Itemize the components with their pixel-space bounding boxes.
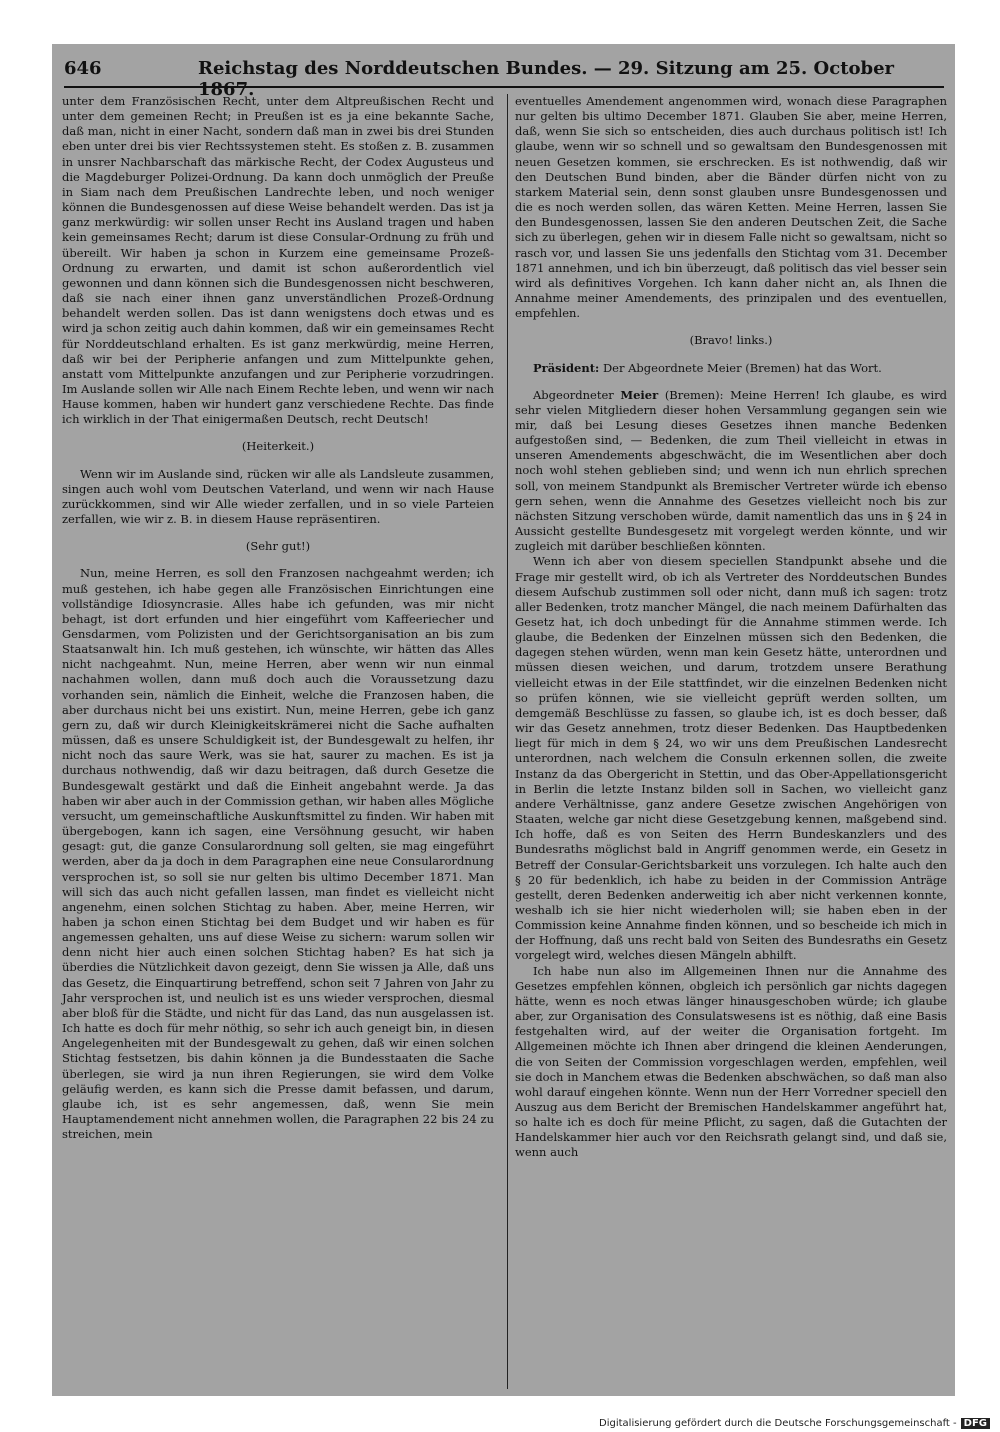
running-title: Reichstag des Norddeutschen Bundes. — 29. Sitzung am 25. October 1867.: [198, 58, 895, 100]
credit-text: Digitalisierung gefördert durch die Deutsche Forschungsgemeinschaft -: [599, 1418, 957, 1429]
speaker-name: Meier: [620, 387, 659, 402]
page-number: 646: [64, 58, 102, 79]
paragraph: Wenn ich aber von diesem speciellen Standpunkt absehe und die Frage mir gestellt wird, ob ich als Vertreter des Norddeutschen Bundes diesem Aufschub zustimmen soll oder nicht, dann muß ich sagen: trotz aller Bedenken, trotz mancher Mängel, die nach meinem Dafürhalten das Gesetz hat, ich doch unbedingt für die Annahme stimmen werde. Ich glaube, die Bedenken der Einzelnen müssen sich den Bedenken, die dagegen stehen würden, wenn man kein Gesetz hätte, unterordnen und müssen diesen weichen, und darum, trotzdem unsere Berathung vielleicht etwas in der Eile stattfindet, wir die einzelnen Bedenken nicht so prüfen können, wie sie vielleicht geprüft werden sollten, um demgemäß Beschlüsse zu fassen, so glaube ich, ist es doch besser, daß wir das Gesetz annehmen, trotz dieser Bedenken. Das Hauptbedenken liegt für mich in dem § 24, wo wir uns dem Preußischen Landesrecht unterordnen, nach welchem die Consuln erkennen sollen, die zweite Instanz da das Obergericht in Stettin, und das Ober-Appellationsgericht in Berlin die letzte Instanz bilden soll in Sachen, wo vielleicht ganz andere Verhältnisse, ganz andere Gesetze zwischen Angehörigen von Staaten, welche gar nicht diese Gesetzgebung kennen, maßgebend sind. Ich hoffe, daß es von Seiten des Herrn Bundeskanzlers und des Bundesraths möglichst bald in Angriff genommen werde, ein Gesetz in Betreff der Consular-Gerichtsbarkeit uns vorzulegen. Ich halte auch den § 20 für bedenklich, ich habe zu beiden in der Commission Anträge gestellt, deren Bedenken anderweitig ich aber nicht verkennen konnte, weshalb ich sie hier nicht wiederholen will; sie haben eben in der Commission keine Annahme finden können, und so bescheide ich mich in der Hoffnung, daß uns recht bald von Seiten des Bundesraths ein Gesetz vorgelegt wird, welches diesen Mängeln abhilft.: [515, 554, 947, 963]
speaker-prefix: Abgeordneter: [533, 387, 614, 402]
reaction: (Bravo! links.): [689, 333, 773, 348]
scanned-page: [52, 44, 955, 1396]
right-column: [515, 94, 947, 1161]
paragraph: Wenn wir im Auslande sind, rücken wir alle als Landsleute zusammen, singen auch wohl vom Deutschen Vaterland, und wenn wir nach Hause zurückkommen, sind wir Alle wieder zerfallen, und in so viele Parteien zerfallen, wie wir z. B. in diesem Hause repräsentiren.: [62, 466, 494, 527]
left-column: [62, 94, 494, 1142]
reaction: (Sehr gut!): [245, 539, 311, 554]
president-text: Der Abgeordnete Meier (Bremen) hat das Wort.: [602, 360, 882, 375]
paragraph: Nun, meine Herren, es soll den Franzosen nachgeahmt werden; ich muß gestehen, ich habe gegen alle Französischen Einrichtungen eine vollständige Idiosyncrasie. Alles habe ich gefunden, was mir nicht behagt, ist dort erfunden und hier eingeführt vom Kaffeeriecher und Gensdarmen, vom Polizisten und der Gerichtsorganisation an bis zum Staatsanwalt hin. Ich muß gestehen, ich wünschte, wir hätten das Alles nicht nachgeahmt. Nun, meine Herren, aber wenn wir nun einmal nachahmen wollen, dann muß doch auch die Voraussetzung dazu vorhanden sein, nämlich die Einheit, welche die Franzosen haben, die aber durchaus nicht bei uns existirt. Nun, meine Herren, gebe ich ganz gern zu, daß wir durch Kleinigkeitskrämerei nicht die Sache aufhalten müssen, daß es unsere Schuldigkeit ist, der Bundesgewalt zu helfen, ihr nicht noch das saure Werk, was sie hat, saurer zu machen. Es ist ja durchaus nothwendig, daß wir dazu beitragen, daß durch Gesetze die Bundesgewalt gestärkt und daß die Einheit angebahnt werde. Ja das haben wir aber auch in der Commission gethan, wir haben alles Mögliche versucht, um gemeinschaftliche Auskunftsmittel zu finden. Wir haben mit übergebogen, kann ich sagen, eine Versöhnung gesucht, wir haben gesagt: gut, die ganze Consularordnung soll gelten, sie mag eingeführt werden, aber da ja doch in dem Paragraphen eine neue Consularordnung versprochen ist, so soll sie nur gelten bis ultimo December 1871. Man will sich das auch nicht gefallen lassen, man findet es vielleicht nicht angenehm, einen solchen Stichtag zu haben. Aber, meine Herren, wir haben ja schon einen Stichtag bei dem Budget und wir haben es für angemessen gehalten, uns auf diese Weise zu sichern: warum sollen wir denn nicht hier auch einen solchen Stichtag haben? Es hat sich ja überdies die Nützlichkeit davon gezeigt, denn Sie wissen ja Alle, daß uns das Gesetz, die Einquartirung betreffend, schon seit 7 Jahren von Jahr zu Jahr versprochen ist, und neulich ist es uns wieder versprochen, diesmal aber bloß für die Städte, und nicht für das Land, das nun ausgelassen ist. Ich hatte es doch für mehr nöthig, so sehr ich auch geneigt bin, in diesen Angelegenheiten mit der Bundesgewalt zu gehen, daß wir einen solchen Stichtag festsetzen, bis dahin können ja die Bundesstaaten die Sache überlegen, sie wird ja nun ihren Regierungen, sie wird dem Volke geläufig werden, es kann sich die Presse damit befassen, und darum, glaube ich, ist es sehr angemessen, daß, wenn Sie mein Hauptamendement nicht annehmen wollen, die Paragraphen 22 bis 24 zu streichen, mein: [62, 566, 494, 1142]
paragraph: unter dem Französischen Recht, unter dem Altpreußischen Recht und unter dem gemeinen Recht; in Preußen ist es ja eine bekannte Sache, daß man, nicht in einer Nacht, sondern daß man in zwei bis drei Stunden eben unter drei bis vier Rechtssystemen steht. Es stoßen z. B. zusammen in unsrer Nachbarschaft das märkische Recht, der Codex Augusteus und die Magdeburger Polizei-Ordnung. Da kann doch unmöglich der Preuße in Siam nach dem Preußischen Landrechte leben, und noch weniger können die Bundesgenossen auf diese Weise behandelt werden. Das ist ja ganz merkwürdig: wir sollen unser Recht ins Ausland tragen und haben kein gemeinsames Recht; darum ist diese Consular-Ordnung zu früh und übereilt. Wir haben ja schon in Kurzem eine gemeinsame Prozeß-Ordnung zu erwarten, und damit ist schon außerordentlich viel gewonnen und dann können sich die Bundesgenossen nicht beschweren, daß sie nach einer ihnen ganz unverständlichen Prozeß-Ordnung behandelt werden sollen. Das ist dann wenigstens doch etwas und es wird ja schon zeitig auch dahin kommen, daß wir ein gemeinsames Recht für Norddeutschland erhalten. Es ist ganz merkwürdig, meine Herren, daß wir bei der Peripherie anfangen und zum Mittelpunkte gehen, anstatt vom Mittelpunkte anzufangen und zur Peripherie vorzudringen. Im Auslande sollen wir Alle nach Einem Rechte leben, und wenn wir nach Hause kommen, haben wir hundert ganz verschiedene Rechte. Das finde ich wirklich in der That einigermaßen Deutsch, recht Deutsch!: [62, 94, 494, 427]
speaker-text: (Bremen): Meine Herren! Ich glaube, es wird sehr vielen Mitgliedern dieser hohen Versammlung gegangen sein wie mir, daß bei Lesung dieses Gesetzes ihnen manche Bedenken aufgestoßen sind, — Bedenken, die zum Theil vielleicht in etwas in unseren Amendements abgeschwächt, die im Wesentlichen aber doch noch wohl stehen geblieben sind; und wenn ich nun ehrlich sprechen soll, von meinem Standpunkt als Bremischer Vertreter würde ich ebenso gern sehen, wenn die Annahme des Gesetzes vielleicht noch bis zur nächsten Sitzung verschoben würde, damit namentlich das uns in § 24 in Aussicht gestellte Bundesgesetz mit vorgelegt werden könnte, und wir zugleich mit darüber beschließen könnten.: [515, 387, 948, 554]
dfg-logo: DFG: [961, 1418, 990, 1429]
speaker-statement: [515, 388, 947, 555]
digitization-credit: [599, 1418, 990, 1429]
page-header: [64, 52, 944, 100]
president-label: Präsident:: [533, 360, 600, 375]
column-divider: [507, 94, 508, 1389]
president-statement: [515, 361, 947, 376]
reaction: (Heiterkeit.): [241, 439, 315, 454]
paragraph: eventuelles Amendement angenommen wird, wonach diese Paragraphen nur gelten bis ultimo December 1871. Glauben Sie aber, meine Herren, daß, wenn Sie sich so entscheiden, dies auch durchaus politisch ist! Ich glaube, wenn wir so schnell und so gewaltsam den Bundesgenossen mit neuen Gesetzen kommen, sie erschrecken. Es ist nothwendig, daß wir den Deutschen Bund binden, aber die Bänder dürfen nicht von zu starkem Material sein, denn sonst glauben unsre Bundesgenossen und die es noch werden sollen, das wären Ketten. Meine Herren, lassen Sie den Bundesgenossen, lassen Sie den anderen Deutschen Zeit, die Sache sich zu überlegen, gehen wir in diesem Falle nicht so gewaltsam, nicht so rasch vor, und lassen Sie uns jedenfalls den Stichtag vom 31. December 1871 annehmen, und ich bin überzeugt, daß politisch das viel besser sein wird als definitives Vorgehen. Ich kann daher nicht an, als Ihnen die Annahme meiner Amendements, des prinzipalen und des eventuellen, empfehlen.: [515, 94, 947, 321]
paragraph: Ich habe nun also im Allgemeinen Ihnen nur die Annahme des Gesetzes empfehlen können, obgleich ich persönlich gar nichts dagegen hätte, wenn es noch etwas länger hinausgeschoben würde; ich glaube aber, zur Organisation des Consulatswesens ist es nöthig, daß eine Basis festgehalten wird, auf der weiter die Organisation fortgeht. Im Allgemeinen möchte ich Ihnen aber dringend die kleinen Aenderungen, die von Seiten der Commission vorgeschlagen werden, empfehlen, weil sie doch in Manchem etwas die Bedenken abschwächen, so daß man also wohl darauf eingehen könnte. Wenn nun der Herr Vorredner speciell den Auszug aus dem Bericht der Bremischen Handelskammer angeführt hat, so halte ich es doch für meine Pflicht, zu sagen, daß die Gutachten der Handelskammer hier auch vor den Reichsrath gelangt sind, und daß sie, wenn auch: [515, 963, 947, 1160]
